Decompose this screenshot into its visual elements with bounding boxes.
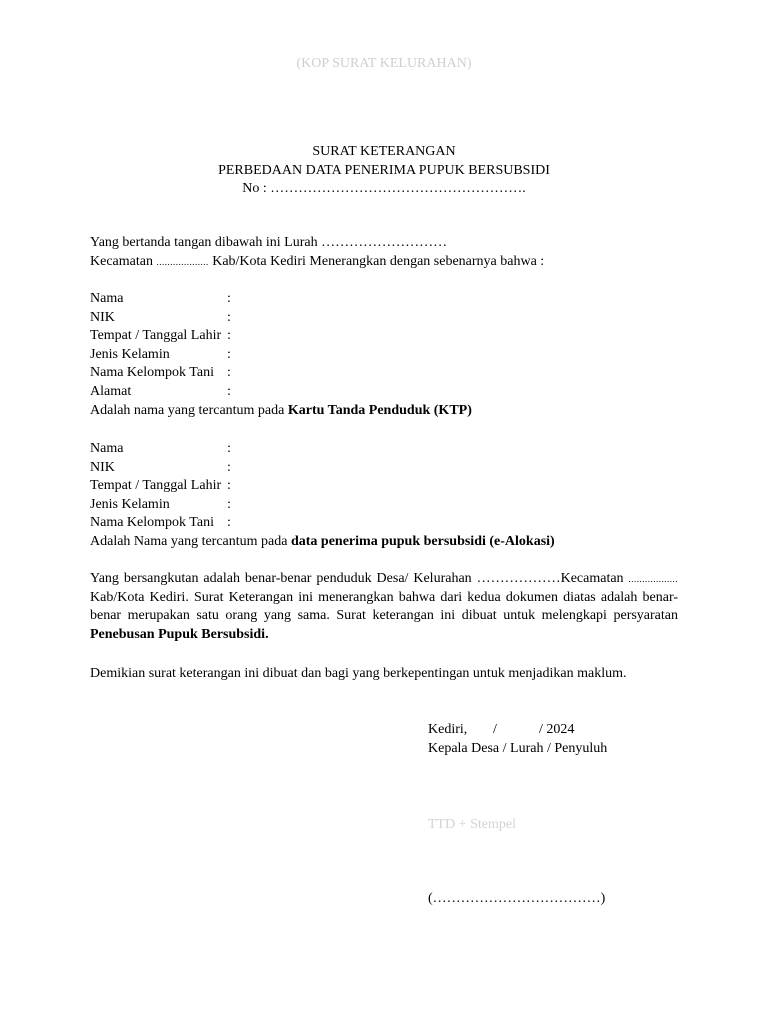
field-row bbox=[90, 290, 472, 309]
statement-text-2: Kab/Kota Kediri. Surat Keterangan ini menerangkan bahwa dari kedua dokumen diatas adalah benar-benar merupakan satu orang yang sama. Surat keterangan ini dibuat untuk melengkapi persyaratan bbox=[90, 589, 678, 624]
ktp-note-text: Adalah nama yang tercantum pada bbox=[90, 402, 288, 418]
field-label: Jenis Kelamin bbox=[90, 496, 170, 512]
ealokasi-note-text: Adalah Nama yang tercantum pada bbox=[90, 533, 291, 549]
field-colon: : bbox=[227, 309, 231, 325]
field-label: Jenis Kelamin bbox=[90, 346, 170, 362]
ealokasi-fields bbox=[90, 440, 555, 552]
statement-paragraph bbox=[90, 570, 678, 644]
field-row bbox=[90, 327, 472, 346]
field-label: NIK bbox=[90, 459, 115, 475]
field-row bbox=[90, 514, 555, 533]
field-label: Nama Kelompok Tani bbox=[90, 515, 214, 531]
statement-bold: Penebusan Pupuk Bersubsidi. bbox=[90, 626, 269, 642]
signature-name-line: (………………………………) bbox=[428, 891, 606, 906]
field-colon: : bbox=[227, 291, 231, 306]
intro-kecamatan-dots: ................... bbox=[156, 256, 209, 267]
statement-dots: .................. bbox=[628, 574, 678, 584]
field-label: Nama Kelompok Tani bbox=[90, 365, 214, 381]
field-row bbox=[90, 364, 472, 383]
ealokasi-note-bold: data penerima pupuk bersubsidi (e-Alokasi) bbox=[290, 533, 555, 549]
ktp-note-bold: Kartu Tanda Penduduk (KTP) bbox=[287, 402, 472, 418]
signature-place: Kediri, bbox=[428, 722, 468, 737]
field-row bbox=[90, 477, 555, 496]
intro-line-1: Yang bertanda tangan dibawah ini Lurah ……………………… bbox=[90, 235, 448, 250]
field-row bbox=[90, 459, 555, 478]
signature-position: Kepala Desa / Lurah / Penyuluh bbox=[428, 740, 608, 756]
field-row bbox=[90, 383, 472, 402]
field-row bbox=[90, 440, 555, 459]
field-colon: : bbox=[227, 515, 231, 531]
field-label: NIK bbox=[90, 309, 115, 325]
ktp-note bbox=[90, 402, 472, 421]
intro-section bbox=[90, 234, 690, 271]
field-label: Alamat bbox=[90, 383, 132, 399]
field-label: Nama bbox=[90, 291, 124, 306]
field-colon: : bbox=[227, 478, 231, 494]
intro-line-2 bbox=[90, 253, 690, 272]
field-colon: : bbox=[227, 383, 231, 399]
letterhead-placeholder: (KOP SURAT KELURAHAN) bbox=[296, 56, 472, 71]
ktp-fields bbox=[90, 290, 472, 420]
title-block bbox=[0, 143, 768, 199]
signature-block bbox=[428, 721, 728, 758]
field-colon: : bbox=[227, 441, 231, 456]
signature-date bbox=[428, 721, 728, 740]
intro-line-2-suffix: Kab/Kota Kediri Menerangkan dengan sebenarnya bahwa : bbox=[208, 253, 545, 269]
field-label: Tempat / Tanggal Lahir bbox=[90, 478, 222, 494]
field-colon: : bbox=[227, 328, 231, 344]
closing-statement: Demikian surat keterangan ini dibuat dan bagi yang berkepentingan untuk menjadikan maklum. bbox=[90, 666, 627, 681]
field-row bbox=[90, 496, 555, 515]
field-row bbox=[90, 346, 472, 365]
field-colon: : bbox=[227, 496, 231, 512]
intro-kecamatan-label: Kecamatan bbox=[90, 253, 157, 269]
ealokasi-note bbox=[90, 533, 555, 552]
document-number: No : ………………………………………………. bbox=[242, 181, 526, 197]
document-title: SURAT KETERANGAN bbox=[312, 144, 456, 159]
date-slash-1: / bbox=[493, 722, 497, 737]
statement-text-1: Yang bersangkutan adalah benar-benar penduduk Desa/ Kelurahan ………………Kecamatan bbox=[90, 571, 629, 586]
field-label: Nama bbox=[90, 441, 124, 456]
field-colon: : bbox=[227, 346, 231, 362]
field-colon: : bbox=[227, 365, 231, 381]
field-colon: : bbox=[227, 459, 231, 475]
signature-stamp-placeholder: TTD + Stempel bbox=[428, 817, 516, 832]
field-label: Tempat / Tanggal Lahir bbox=[90, 328, 222, 344]
field-row bbox=[90, 309, 472, 328]
date-slash-2: / 2024 bbox=[539, 722, 575, 737]
document-subtitle: PERBEDAAN DATA PENERIMA PUPUK BERSUBSIDI bbox=[218, 162, 550, 178]
